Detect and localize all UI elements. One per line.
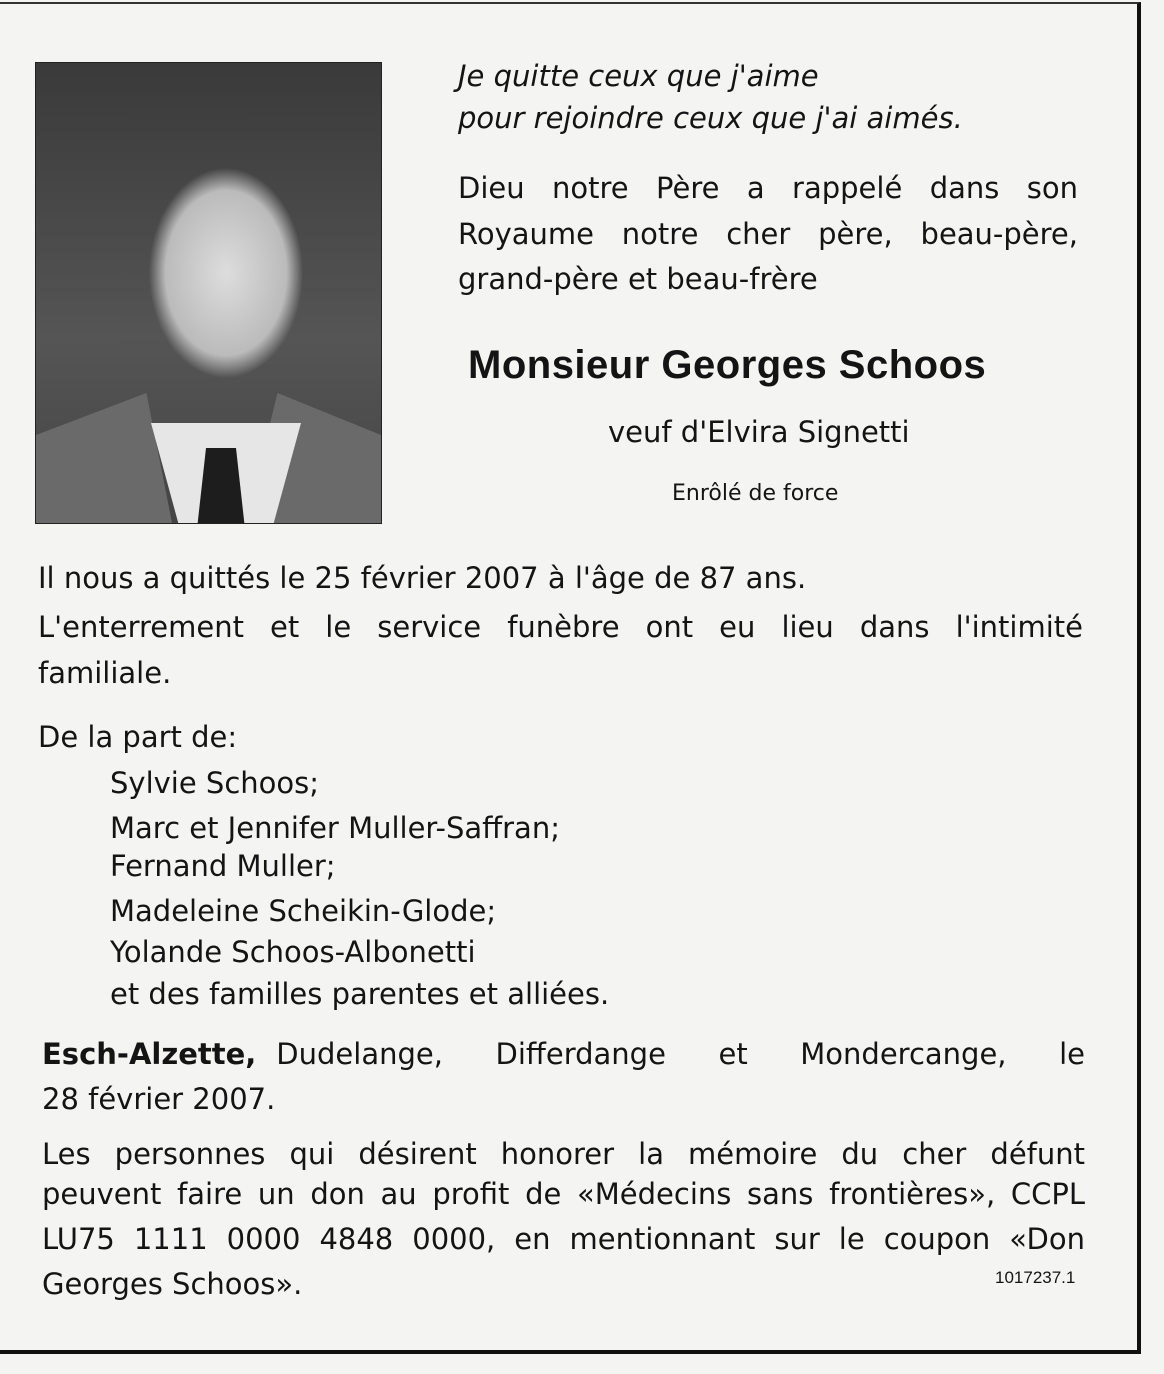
place-line bbox=[42, 1036, 1085, 1072]
widower-line: veuf d'Elvira Signetti bbox=[608, 415, 910, 449]
donation-line: Les personnes qui désirent honorer la mémoire du cher défunt bbox=[42, 1137, 1085, 1171]
donation-line: LU75 1111 0000 4848 0000, en mentionnant sur le coupon «Don bbox=[42, 1222, 1085, 1256]
death-line: Il nous a quittés le 25 février 2007 à l'âge de 87 ans. bbox=[38, 561, 807, 595]
burial-line: L'enterrement et le service funèbre ont eu lieu dans l'intimité bbox=[38, 610, 1083, 644]
deceased-name: Monsieur Georges Schoos bbox=[468, 343, 987, 387]
family-member: Fernand Muller; bbox=[110, 849, 336, 883]
donation-line: peuvent faire un don au profit de «Médecins sans frontières», CCPL bbox=[42, 1177, 1085, 1211]
reference-number: 1017237.1 bbox=[995, 1268, 1076, 1287]
family-member: et des familles parentes et alliées. bbox=[110, 977, 610, 1011]
donation-line: Georges Schoos». bbox=[42, 1267, 303, 1301]
note-line: Enrôlé de force bbox=[672, 481, 839, 506]
place-date: 28 février 2007. bbox=[42, 1082, 276, 1116]
burial-line: familiale. bbox=[38, 656, 172, 690]
intro-line: Royaume notre cher père, beau-père, bbox=[458, 217, 1078, 251]
family-member: Madeleine Scheikin-Glode; bbox=[110, 894, 497, 928]
intro-line: grand-père et beau-frère bbox=[458, 262, 818, 296]
portrait-photo bbox=[35, 62, 382, 524]
family-member: Marc et Jennifer Muller-Saffran; bbox=[110, 811, 560, 845]
intro-line: Dieu notre Père a rappelé dans son bbox=[458, 171, 1078, 205]
family-member: Sylvie Schoos; bbox=[110, 766, 320, 800]
from-label: De la part de: bbox=[38, 720, 238, 754]
place-bold: Esch-Alzette, bbox=[42, 1037, 257, 1071]
family-member: Yolande Schoos-Albonetti bbox=[110, 935, 476, 969]
verse-line: pour rejoindre ceux que j'ai aimés. bbox=[458, 101, 963, 135]
place-rest: Dudelange, Differdange et Mondercange, le bbox=[276, 1037, 1085, 1071]
verse-line: Je quitte ceux que j'aime bbox=[458, 59, 819, 93]
